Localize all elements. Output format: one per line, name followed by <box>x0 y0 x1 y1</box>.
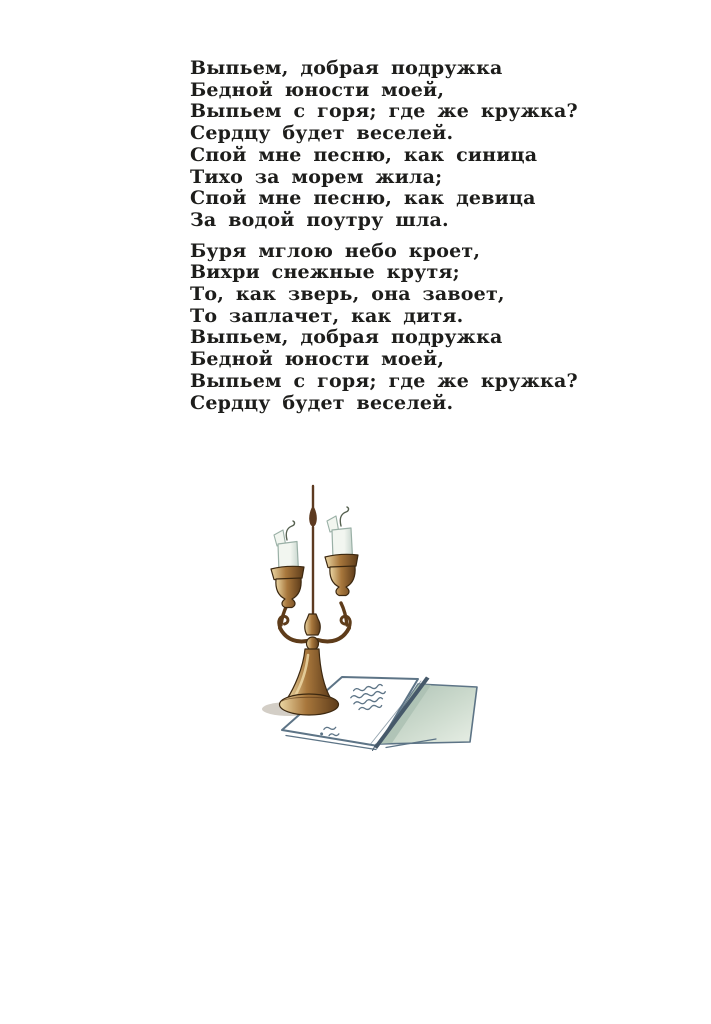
candelabra-base <box>280 614 339 715</box>
candelabra-letters-illustration <box>240 478 485 760</box>
center-knot <box>305 614 321 635</box>
poem-line: Спой мне песню, как девица <box>190 187 536 210</box>
poem-line: Буря мглою небо кроет, <box>190 239 481 262</box>
poem-line: Выпьем с горя; где же кружка? <box>190 100 578 123</box>
candelabra-finial <box>309 505 317 526</box>
stanza-1 <box>190 58 578 232</box>
poem-line: Спой мне песню, как синица <box>190 143 538 166</box>
poem-line: Выпьем, добрая подружка <box>190 57 503 79</box>
poem-line: То, как зверь, она завоет, <box>190 283 505 306</box>
poem-line: Вихри снежные крутя; <box>190 261 460 284</box>
poem-line: Выпьем с горя; где же кружка? <box>190 369 578 392</box>
stanza-2 <box>190 241 578 415</box>
poem-line: За водой поутру шла. <box>190 208 449 231</box>
poem-line: Бедной юности моей, <box>190 78 445 101</box>
poem-line: Бедной юности моей, <box>190 348 445 371</box>
cup-bulb <box>276 578 301 608</box>
candle-cup-right <box>325 554 358 595</box>
poem-line: То заплачет, как дитя. <box>190 304 464 327</box>
poem-line: Тихо за морем жила; <box>190 165 443 188</box>
candle-wick <box>340 507 348 526</box>
candle-right <box>327 507 353 559</box>
candle-left <box>274 521 299 573</box>
cup-bulb <box>330 566 355 596</box>
poem <box>190 58 578 414</box>
poem-line: Сердцу будет веселей. <box>190 391 454 414</box>
poem-line: Сердцу будет веселей. <box>190 122 454 145</box>
candle-cup-left <box>271 566 304 607</box>
poem-line: Выпьем, добрая подружка <box>190 326 503 349</box>
stem-ball <box>307 637 319 650</box>
candle-wick <box>286 521 294 540</box>
